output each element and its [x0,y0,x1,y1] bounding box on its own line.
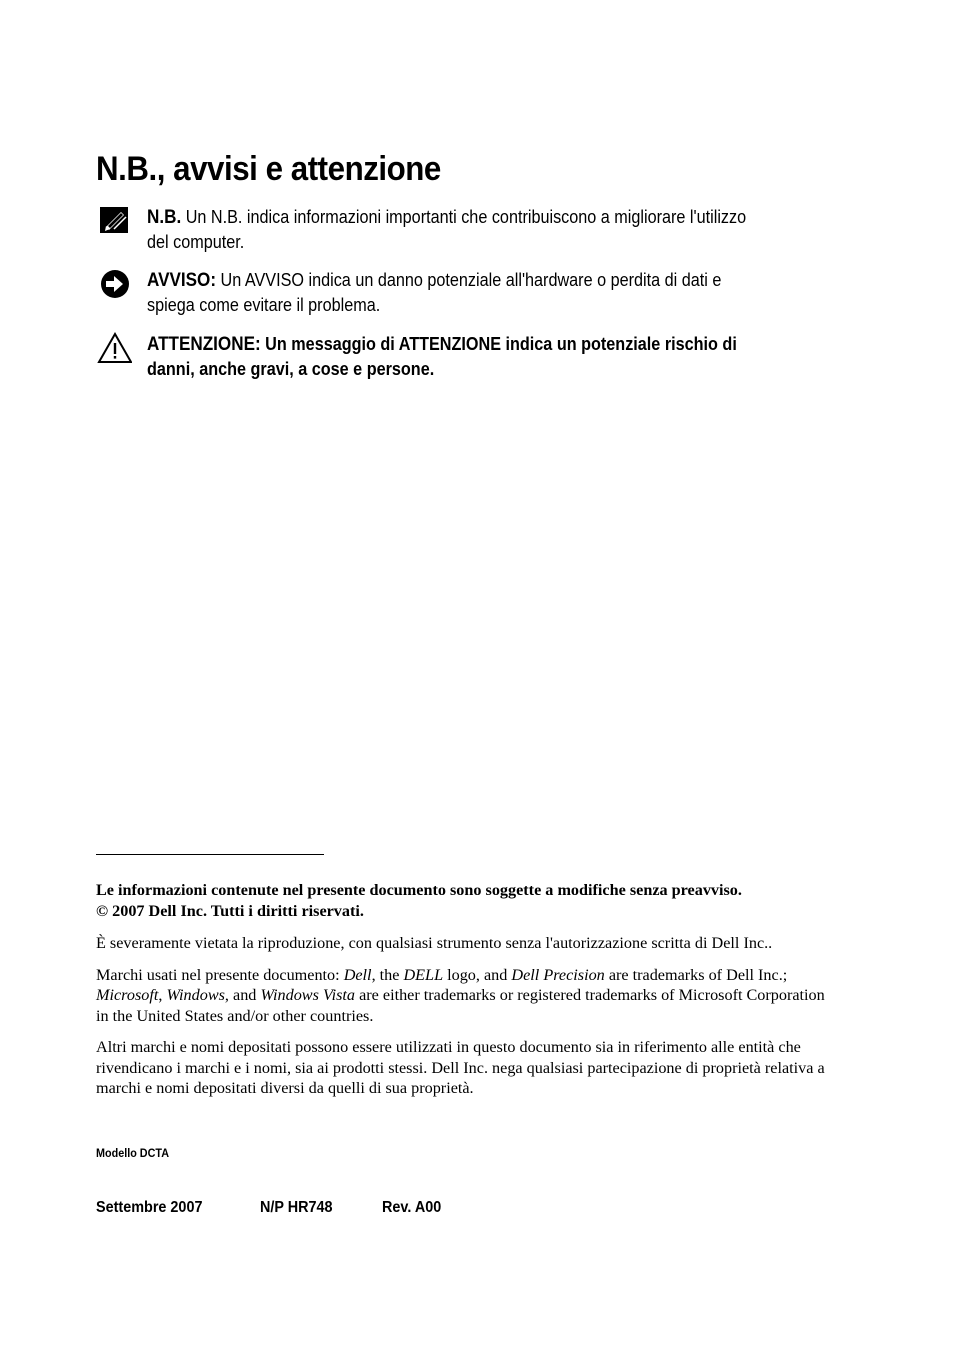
trademark-name: Dell [343,965,372,984]
note-avviso-label: AVVISO: [147,270,217,291]
note-nb-body: Un N.B. indica informazioni importanti che contribuiscono a migliorare l'utilizzo del computer. [147,207,747,252]
model-number: Modello DCTA [96,1146,169,1160]
trademark-name: Dell Precision [511,965,605,984]
revision: Rev. A00 [382,1199,442,1216]
separator-rule [96,854,324,855]
trademark-text: are trademarks of Dell Inc.; [604,965,788,984]
reproduction-notice: È severamente vietata la riproduzione, con qualsiasi strumento senza l'autorizzazione scritta di Dell Inc.. [96,934,773,952]
trademark-name: Windows [166,986,225,1004]
note-nb-label: N.B. [147,207,182,228]
legal-footer [96,880,826,1110]
part-number: N/P HR748 [260,1199,333,1216]
trademark-text: , the [371,965,404,984]
note-nb-text [147,205,768,255]
arrow-circle-icon [96,268,132,298]
warning-triangle-icon [96,332,132,362]
trademark-text: Marchi usati nel presente documento: [96,965,344,984]
note-attenzione-label: ATTENZIONE: [147,334,261,355]
trademark-notice [96,965,826,1027]
pencil-note-icon [96,205,132,235]
note-avviso-text [147,268,768,318]
trademark-text: , [158,986,167,1004]
trademark-name: Windows Vista [260,986,356,1004]
publication-date: Settembre 2007 [96,1199,203,1216]
trademark-name: Microsoft [96,986,159,1004]
trademark-text: are either trademarks or registered trademarks of Microsoft Corporation in the United States and/or other countries. [96,986,825,1025]
copyright-notice [96,880,826,921]
note-attenzione-text [147,332,768,382]
copyright-line: © 2007 Dell Inc. Tutti i diritti riservati. [96,901,364,920]
other-marks-notice: Altri marchi e nomi depositati possono essere utilizzati in questo documento sia in riferimento alle entità che rivendicano i marchi e i nomi, sia ai prodotti stessi. Dell Inc. nega qualsiasi partecipazione di proprietà relativa a marchi e nomi depositati diversi da quelli di sua proprietà. [96,1038,825,1097]
note-attenzione-body: Un messaggio di ATTENZIONE indica un potenziale rischio di danni, anche gravi, a cose e persone. [147,334,737,379]
note-avviso-body: Un AVVISO indica un danno potenziale all'hardware o perdita di dati e spiega come evitare il problema. [147,270,722,315]
trademark-text: , and [224,986,261,1004]
page-title: N.B., avvisi e attenzione [96,150,441,188]
trademark-name: DELL [403,965,444,984]
info-change-notice: Le informazioni contenute nel presente documento sono soggette a modifiche senza preavviso. [96,881,742,899]
trademark-text: logo, and [443,965,512,984]
